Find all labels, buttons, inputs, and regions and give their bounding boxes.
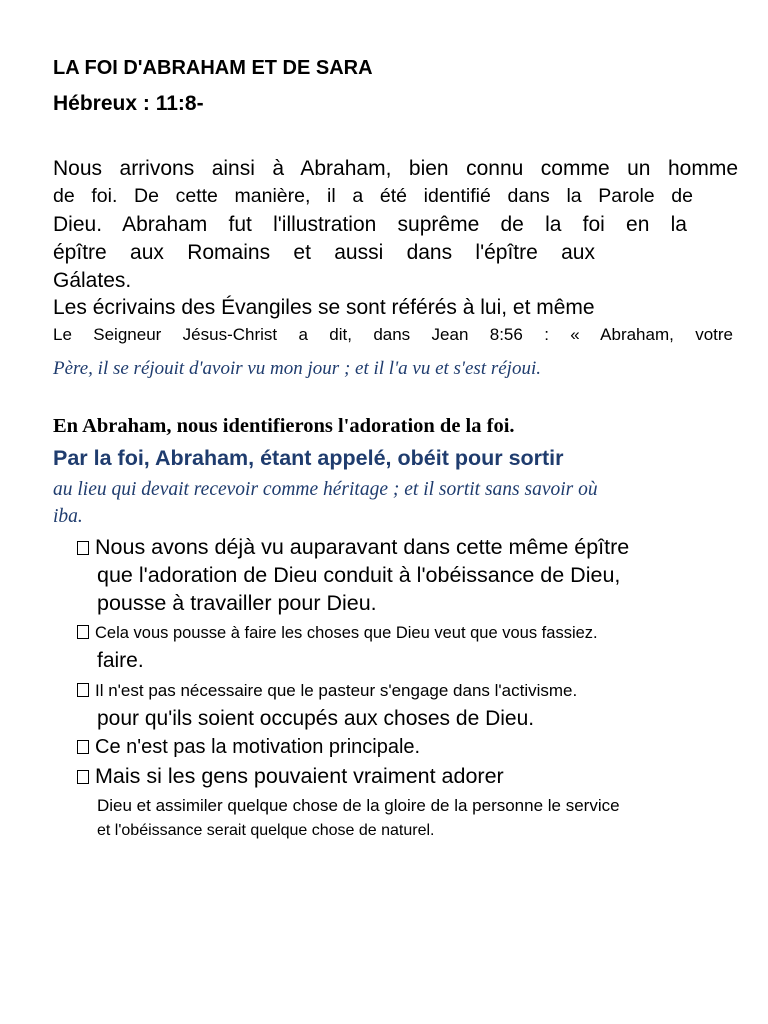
intro-line: Dieu. Abraham fut l'illustration suprême de la foi en la xyxy=(53,213,687,236)
checkbox-icon xyxy=(77,541,89,555)
intro-line: Gálates. xyxy=(53,269,132,292)
list-item-continuation: et l'obéissance serait quelque chose de naturel. xyxy=(97,822,435,839)
list-item-text: Nous avons déjà vu auparavant dans cette même épître xyxy=(95,535,630,559)
list-item-continuation: pour qu'ils soient occupés aux choses de Dieu. xyxy=(97,707,535,730)
list-item-continuation: que l'adoration de Dieu conduit à l'obéissance de Dieu, xyxy=(97,563,621,587)
list-item xyxy=(77,681,577,701)
verse-line: iba. xyxy=(53,506,83,527)
list-item-continuation: faire. xyxy=(97,649,144,672)
intro-line: Le Seigneur Jésus-Christ a dit, dans Jean 8:56 : « Abraham, votre xyxy=(53,325,733,344)
list-item-text: Mais si les gens pouvaient vraiment adorer xyxy=(95,764,504,788)
intro-line: épître aux Romains et aussi dans l'épître aux xyxy=(53,241,595,264)
intro-line: de foi. De cette manière, il a été identifié dans la Parole de xyxy=(53,185,693,207)
list-item xyxy=(77,624,598,643)
verse-line: Par la foi, Abraham, étant appelé, obéit pour sortir xyxy=(53,446,564,470)
checkbox-icon xyxy=(77,770,89,784)
list-item-text: Cela vous pousse à faire les choses que Dieu veut que vous fassiez. xyxy=(95,624,598,642)
checkbox-icon xyxy=(77,740,89,754)
quoted-verse: Père, il se réjouit d'avoir vu mon jour ; et il l'a vu et s'est réjoui. xyxy=(53,358,541,379)
list-item-continuation: pousse à travailler pour Dieu. xyxy=(97,591,377,615)
checkbox-icon xyxy=(77,683,89,697)
list-item-text: Il n'est pas nécessaire que le pasteur s'engage dans l'activisme. xyxy=(95,681,578,700)
section-heading: En Abraham, nous identifierons l'adoration de la foi. xyxy=(53,415,515,437)
list-item-text: Ce n'est pas la motivation principale. xyxy=(95,736,421,758)
list-item xyxy=(77,764,504,789)
scripture-reference: Hébreux : 11:8- xyxy=(53,92,204,115)
list-item-continuation: Dieu et assimiler quelque chose de la gloire de la personne le service xyxy=(97,796,620,815)
checkbox-icon xyxy=(77,625,89,639)
list-item xyxy=(77,736,420,759)
list-item xyxy=(77,535,629,560)
intro-line: Les écrivains des Évangiles se sont référés à lui, et même xyxy=(53,296,595,319)
document-title: LA FOI D'ABRAHAM ET DE SARA xyxy=(53,57,373,79)
intro-line: Nous arrivons ainsi à Abraham, bien connu comme un homme xyxy=(53,157,738,180)
verse-line: au lieu qui devait recevoir comme héritage ; et il sortit sans savoir où xyxy=(53,479,598,500)
